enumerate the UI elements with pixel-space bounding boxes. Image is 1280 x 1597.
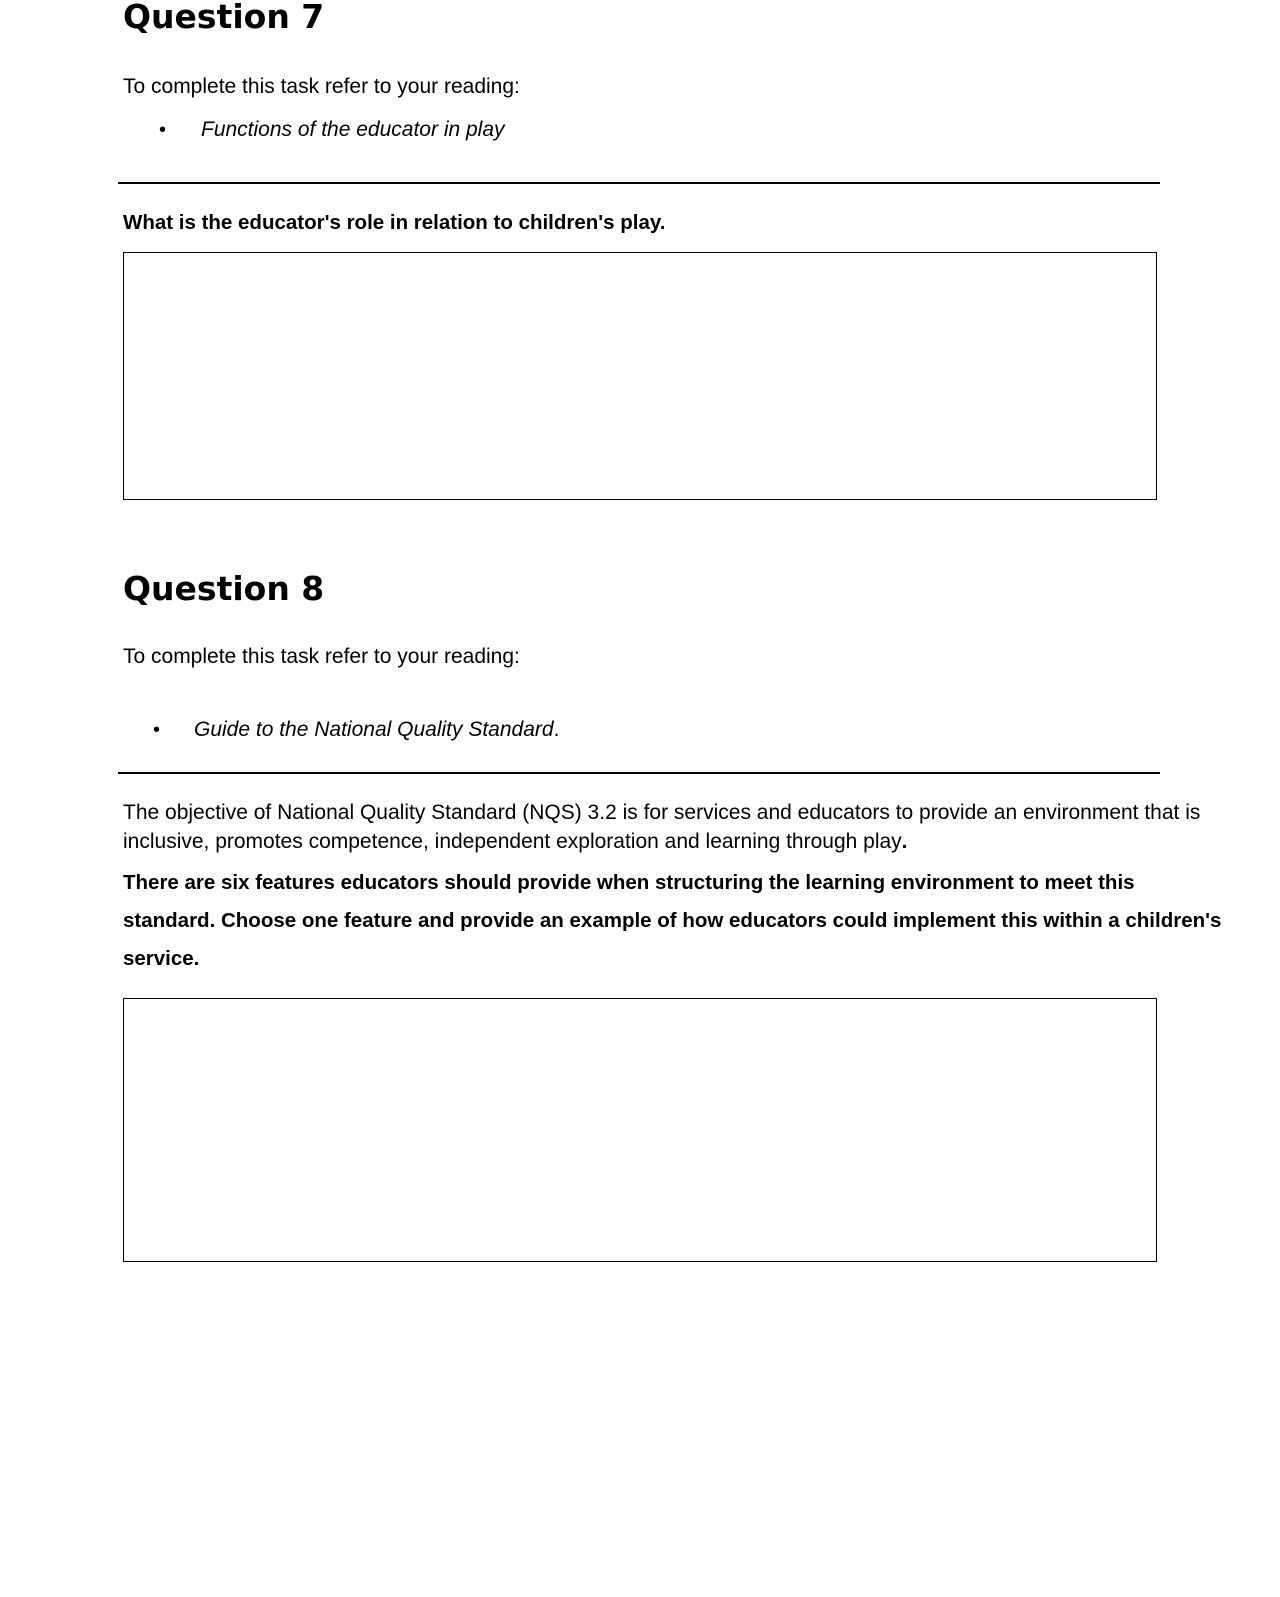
question-8-intro: To complete this task refer to your reading:	[123, 645, 520, 668]
question-8-objective	[123, 798, 1223, 856]
question-8-objective-end: .	[901, 830, 908, 853]
question-7-intro: To complete this task refer to your reading:	[123, 75, 520, 98]
question-7-answer-box[interactable]	[123, 252, 1157, 500]
question-7-reading: Functions of the educator in play	[201, 118, 505, 141]
question-8-reading-suffix: .	[553, 718, 560, 741]
question-8-divider	[118, 772, 1160, 774]
question-7-divider	[118, 182, 1160, 184]
question-8-reading-title: Guide to the National Quality Standard	[194, 718, 554, 741]
question-8-answer-box[interactable]	[123, 998, 1157, 1262]
question-8-reading	[194, 717, 559, 743]
question-8-objective-text: The objective of National Quality Standard (NQS) 3.2 is for services and educators to provide an environment that is inclusive, promotes competence, independent exploration and learning through play	[123, 801, 1201, 853]
question-8-prompt: There are six features educators should provide when structuring the learning environment to meet this standard. Choose one feature and provide an example of how educators could implement this within a children's service.	[123, 871, 1222, 970]
question-7-prompt: What is the educator's role in relation to children's play.	[123, 211, 666, 234]
question-7-heading: Question 7	[123, 0, 325, 36]
question-8-heading: Question 8	[123, 569, 325, 608]
bullet-icon: •	[159, 119, 167, 141]
bullet-icon: •	[153, 719, 161, 741]
